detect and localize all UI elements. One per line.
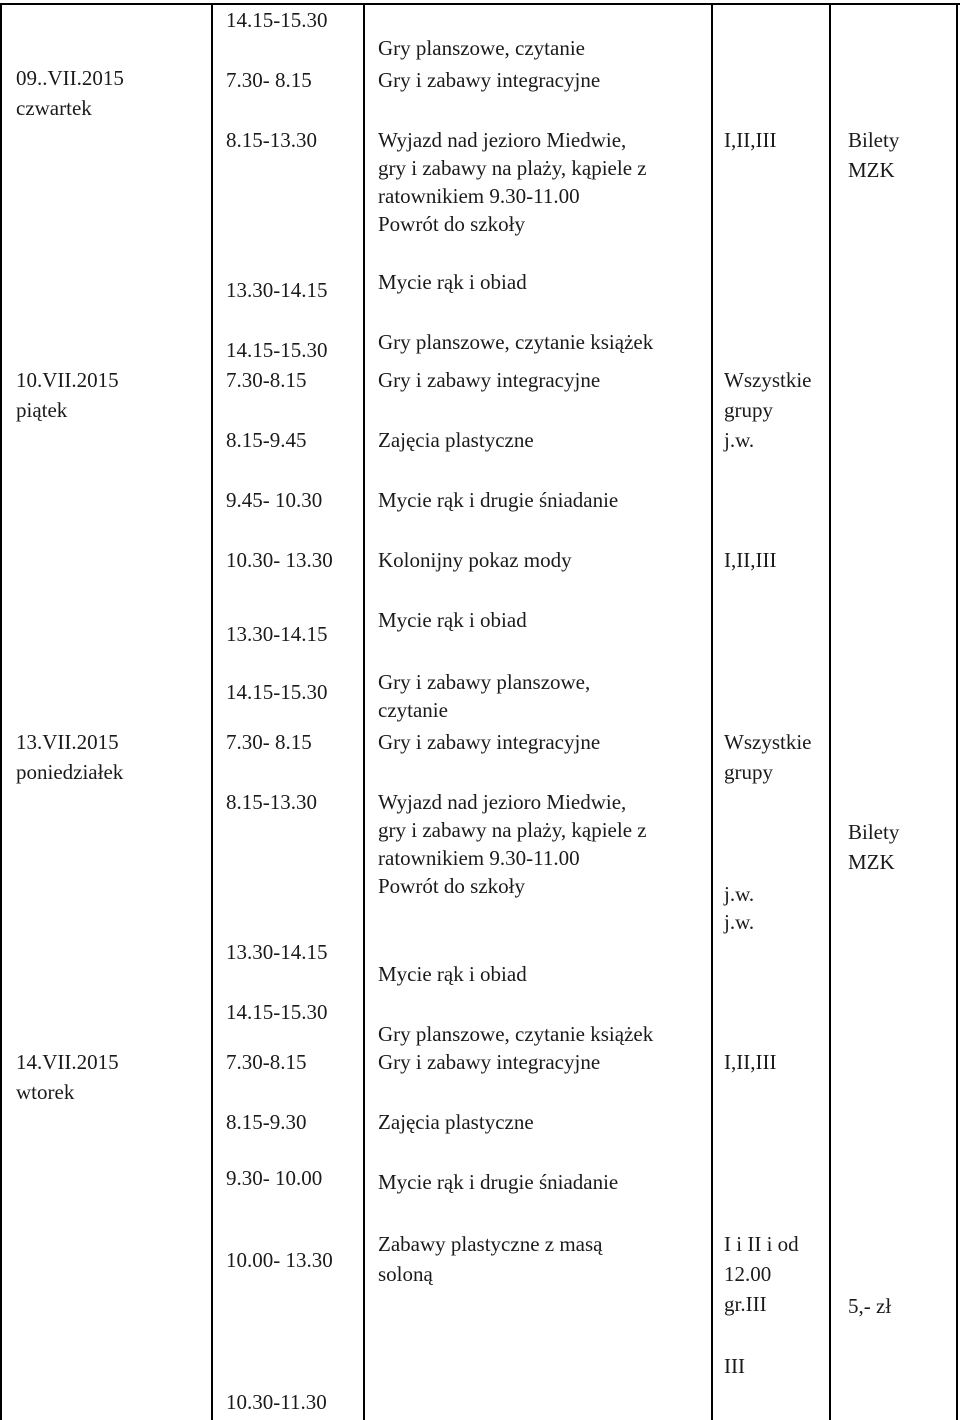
group-text: j.w.	[724, 428, 755, 452]
time-slot: 8.15-9.30	[226, 1110, 307, 1134]
time-slot: 7.30- 8.15	[226, 730, 312, 754]
group-text: j.w.	[724, 910, 755, 934]
time-slot: 13.30-14.15	[226, 622, 328, 646]
activity-text: Powrót do szkoły	[378, 212, 525, 236]
group-text: I,II,III	[724, 1050, 777, 1074]
group-text: III	[724, 1354, 745, 1378]
day-date: 13.VII.2015	[16, 730, 119, 754]
activity-text: Zajęcia plastyczne	[378, 428, 534, 452]
note-text: 5,- zł	[848, 1294, 892, 1318]
activity-text: czytanie	[378, 698, 448, 722]
day-name: poniedziałek	[16, 760, 124, 784]
time-slot: 10.00- 13.30	[226, 1248, 333, 1272]
activity-text: Mycie rąk i drugie śniadanie	[378, 488, 619, 512]
table-column-divider	[363, 3, 365, 1420]
time-slot: 13.30-14.15	[226, 278, 328, 302]
time-slot: 9.45- 10.30	[226, 488, 323, 512]
group-text: j.w.	[724, 882, 755, 906]
day-name: czwartek	[16, 96, 92, 120]
day-name: wtorek	[16, 1080, 75, 1104]
table-column-divider	[711, 3, 713, 1420]
group-text: grupy	[724, 760, 773, 784]
day-date: 14.VII.2015	[16, 1050, 119, 1074]
activity-text: Mycie rąk i obiad	[378, 608, 527, 632]
activity-text: Wyjazd nad jezioro Miedwie,	[378, 128, 627, 152]
table-border-top	[0, 3, 960, 5]
time-slot: 8.15-9.45	[226, 428, 307, 452]
group-text: 12.00	[724, 1262, 772, 1286]
activity-text: Zajęcia plastyczne	[378, 1110, 534, 1134]
note-text: MZK	[848, 158, 895, 182]
note-text: MZK	[848, 850, 895, 874]
activity-text: Gry planszowe, czytanie	[378, 36, 585, 60]
day-date: 10.VII.2015	[16, 368, 119, 392]
activity-text: Mycie rąk i obiad	[378, 270, 527, 294]
time-slot: 8.15-13.30	[226, 128, 317, 152]
activity-text: Zabawy plastyczne z masą	[378, 1232, 603, 1256]
activity-text: Kolonijny pokaz mody	[378, 548, 572, 572]
group-text: gr.III	[724, 1292, 767, 1316]
group-text: I,II,III	[724, 128, 777, 152]
activity-text: ratownikiem 9.30-11.00	[378, 184, 580, 208]
activity-text: Mycie rąk i obiad	[378, 962, 527, 986]
group-text: grupy	[724, 398, 773, 422]
group-text: I,II,III	[724, 548, 777, 572]
note-text: Bilety	[848, 820, 900, 844]
time-slot: 9.30- 10.00	[226, 1166, 323, 1190]
note-text: Bilety	[848, 128, 900, 152]
time-slot: 10.30- 13.30	[226, 548, 333, 572]
group-text: I i II i od	[724, 1232, 799, 1256]
day-name: piątek	[16, 398, 68, 422]
time-slot: 7.30-8.15	[226, 368, 307, 392]
time-slot: 14.15-15.30	[226, 8, 328, 32]
time-slot: 14.15-15.30	[226, 338, 328, 362]
time-slot: 10.30-11.30	[226, 1390, 327, 1414]
activity-text: gry i zabawy na plaży, kąpiele z	[378, 156, 647, 180]
activity-text: Powrót do szkoły	[378, 874, 525, 898]
activity-text: Gry planszowe, czytanie książek	[378, 330, 654, 354]
table-border-left	[0, 3, 2, 1420]
time-slot: 7.30- 8.15	[226, 68, 312, 92]
time-slot: 14.15-15.30	[226, 1000, 328, 1024]
activity-text: gry i zabawy na plaży, kąpiele z	[378, 818, 647, 842]
time-slot: 8.15-13.30	[226, 790, 317, 814]
activity-text: ratownikiem 9.30-11.00	[378, 846, 580, 870]
time-slot: 7.30-8.15	[226, 1050, 307, 1074]
activity-text: Mycie rąk i drugie śniadanie	[378, 1170, 619, 1194]
activity-text: Gry planszowe, czytanie książek	[378, 1022, 654, 1046]
time-slot: 14.15-15.30	[226, 680, 328, 704]
activity-text: Wyjazd nad jezioro Miedwie,	[378, 790, 627, 814]
time-slot: 13.30-14.15	[226, 940, 328, 964]
day-date: 09..VII.2015	[16, 66, 124, 90]
table-column-divider	[211, 3, 213, 1420]
table-border-right	[956, 3, 958, 1420]
activity-text: soloną	[378, 1262, 433, 1286]
table-column-divider	[829, 3, 831, 1420]
activity-text: Gry i zabawy planszowe,	[378, 670, 591, 694]
activity-text: Gry i zabawy integracyjne	[378, 68, 601, 92]
activity-text: Gry i zabawy integracyjne	[378, 1050, 601, 1074]
activity-text: Gry i zabawy integracyjne	[378, 730, 601, 754]
group-text: Wszystkie	[724, 368, 812, 392]
activity-text: Gry i zabawy integracyjne	[378, 368, 601, 392]
group-text: Wszystkie	[724, 730, 812, 754]
